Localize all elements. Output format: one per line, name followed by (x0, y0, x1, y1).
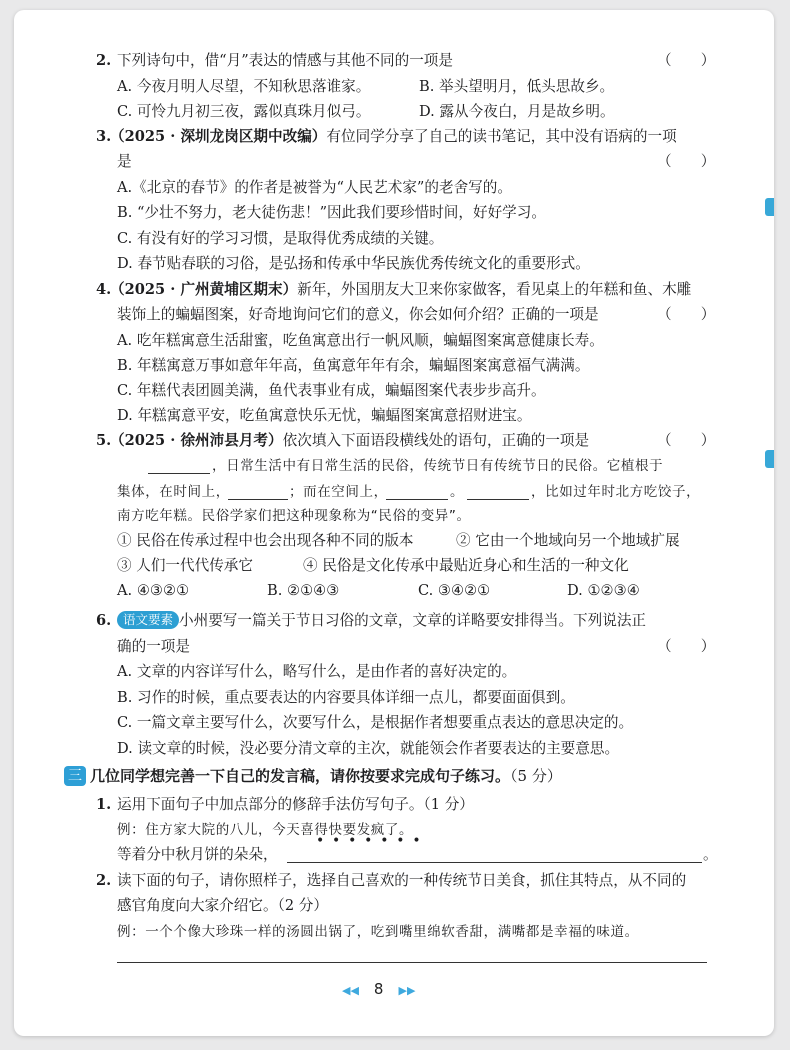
question-source: （2025 · 徐州沛县月考） (110, 432, 283, 449)
question-number: 2. (96, 872, 112, 889)
passage-line: 南方吃年糕。民俗学家们把这种现象称为“民俗的变异”。 (117, 508, 471, 524)
answer-blank[interactable]: （ ） (657, 153, 716, 170)
option-b: B. ②①④③ (267, 582, 340, 599)
choice-item: ① 民俗在传承过程中也会出现各种不同的版本 (117, 532, 414, 549)
passage-line: 集体，在时间上， (117, 484, 230, 500)
option-c: C. 年糕代表团圆美满，鱼代表事业有成，蝙蝠图案代表步步高升。 (117, 382, 546, 399)
writing-prompt: 等着分中秋月饼的朵朵， (117, 846, 278, 863)
option-b: B. 举头望明月，低头思故乡。 (419, 78, 615, 95)
question-stem-cont: 是 (117, 153, 132, 170)
emphasis-dots: ••••••• (316, 833, 429, 849)
option-c: C. 一篇文章主要写什么，次要写什么，是根据作者想要重点表达的意思决定的。 (117, 714, 634, 731)
option-c: C. 可怜九月初三夜，露似真珠月似弓。 (117, 103, 371, 120)
question-stem: （2025 · 广州黄埔区期末）新年，外国朋友大卫来你家做客，看见桌上的年糕和鱼、木雕 (110, 281, 692, 298)
side-tab (765, 450, 774, 468)
side-tab (765, 198, 774, 216)
question-number: 3. (96, 128, 112, 145)
question-stem-cont: 装饰上的蝙蝠图案，好奇地询问它们的意义，你会如何介绍？正确的一项是 (117, 306, 599, 323)
passage-line: ，比如过年时北方吃饺子， (531, 484, 701, 500)
answer-line[interactable] (287, 862, 702, 863)
passage-line: ；而在空间上， (289, 484, 388, 500)
question-number: 1. (96, 796, 112, 813)
skill-tag: 语文要素 (117, 611, 179, 629)
option-b: B. 年糕寓意万事如意年年高，鱼寓意年年有余，蝙蝠图案寓意福气满满。 (117, 357, 590, 374)
sentence-end: 。 (703, 846, 718, 863)
fill-blank[interactable] (148, 473, 210, 474)
question-number: 2. (96, 52, 112, 69)
question-stem-cont: 感官角度向大家介绍它。（2 分） (117, 897, 328, 914)
option-d: D. 读文章的时候，没必要分清文章的主次，就能领会作者要表达的主要意思。 (117, 740, 620, 757)
option-a: A. 吃年糕寓意生活甜蜜，吃鱼寓意出行一帆风顺，蝙蝠图案寓意健康长寿。 (117, 332, 604, 349)
option-a: A. 文章的内容详写什么，略写什么，是由作者的喜好决定的。 (117, 663, 517, 680)
section-title: 几位同学想完善一下自己的发言稿，请你按要求完成句子练习。（5 分） (90, 767, 562, 785)
answer-blank[interactable]: （ ） (657, 52, 716, 69)
prev-page-icon[interactable]: ◀◀ (342, 984, 359, 997)
question-number: 6. (96, 612, 112, 629)
question-source: （2025 · 深圳龙岗区期中改编） (110, 128, 327, 145)
option-b: B. “少壮不努力，老大徒伤悲！”因此我们要珍惜时间，好好学习。 (117, 204, 546, 221)
page-number: 8 (373, 980, 384, 998)
option-d: D. 年糕寓意平安，吃鱼寓意快乐无忧，蝙蝠图案寓意招财进宝。 (117, 407, 532, 424)
answer-blank[interactable]: （ ） (657, 638, 716, 655)
option-c: C. 有没有好的学习习惯，是取得优秀成绩的关键。 (117, 230, 444, 247)
question-number: 4. (96, 281, 112, 298)
question-stem: （2025 · 徐州沛县月考）依次填入下面语段横线处的语句，正确的一项是 (110, 432, 590, 449)
example-sentence: 例：一个个像大珍珠一样的汤圆出锅了，吃到嘴里绵软香甜，满嘴都是幸福的味道。 (117, 924, 639, 940)
question-stem: （2025 · 深圳龙岗区期中改编）有位同学分享了自己的读书笔记，其中没有语病的一项 (110, 128, 677, 145)
option-a: A.《北京的春节》的作者是被誉为“人民艺术家”的老舍写的。 (117, 179, 512, 196)
question-stem: 下列诗句中，借“月”表达的情感与其他不同的一项是 (117, 52, 453, 69)
option-a: A. 今夜月明人尽望，不知秋思落谁家。 (117, 78, 371, 95)
option-a: A. ④③②① (117, 582, 190, 599)
page-footer (342, 980, 415, 998)
fill-blank[interactable] (386, 499, 448, 500)
passage-line: 。 (450, 484, 465, 500)
option-d: D. 春节贴春联的习俗，是弘扬和传承中华民族优秀传统文化的重要形式。 (117, 255, 590, 272)
fill-blank[interactable] (228, 499, 288, 500)
option-b: B. 习作的时候，重点要表达的内容要具体详细一点儿，都要面面俱到。 (117, 689, 575, 706)
option-d: D. 露从今夜白，月是故乡明。 (419, 103, 615, 120)
answer-blank[interactable]: （ ） (657, 306, 716, 323)
next-page-icon[interactable]: ▶▶ (398, 984, 416, 997)
question-stem-cont: 确的一项是 (117, 638, 190, 655)
passage-line: ，日常生活中有日常生活的民俗，传统节日有传统节日的民俗。它植根于 (212, 458, 664, 474)
choice-item: ② 它由一个地域向另一个地域扩展 (456, 532, 680, 549)
question-source: （2025 · 广州黄埔区期末） (110, 281, 298, 298)
option-c: C. ③④②① (418, 582, 491, 599)
choice-item: ④ 民俗是文化传承中最贴近身心和生活的一种文化 (303, 557, 629, 574)
fill-blank[interactable] (467, 499, 529, 500)
question-stem: 语文要素 小州要写一篇关于节日习俗的文章，文章的详略要安排得当。下列说法正 (117, 611, 646, 631)
example-sentence: 例：住方家大院的八儿，今天喜得快要发疯了。 (117, 822, 414, 838)
section-number-icon: 三 (64, 766, 86, 786)
choice-item: ③ 人们一代代传承它 (117, 557, 253, 574)
answer-line[interactable] (117, 962, 707, 963)
answer-blank[interactable]: （ ） (657, 432, 716, 449)
option-d: D. ①②③④ (567, 582, 640, 599)
question-stem: 运用下面句子中加点部分的修辞手法仿写句子。（1 分） (117, 796, 474, 813)
question-number: 5. (96, 432, 112, 449)
question-stem: 读下面的句子，请你照样子，选择自己喜欢的一种传统节日美食，抓住其特点，从不同的 (117, 872, 687, 889)
